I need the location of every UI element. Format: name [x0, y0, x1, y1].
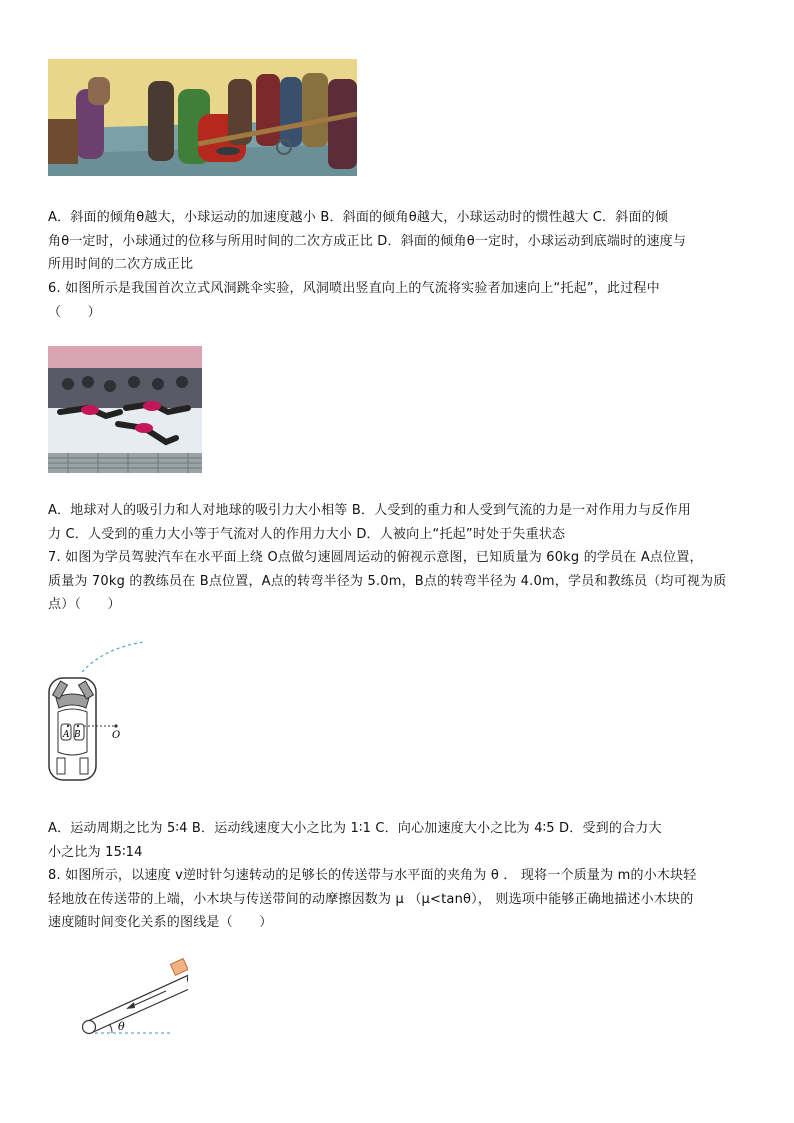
q7-option-line-2: 小之比为 15∶14: [48, 844, 143, 860]
painting-illustration: [48, 59, 357, 176]
center-point-o: [114, 724, 117, 727]
q7-options: [48, 817, 748, 864]
label-a: A: [63, 730, 70, 740]
q6-stem: [48, 277, 748, 324]
q5-option-line-3: 所用时间的二次方成正比: [48, 257, 194, 272]
q5-options: [48, 206, 748, 277]
q7-option-line-1: A．运动周期之比为 5∶4 B．运动线速度大小之比为 1∶1 C．向心加速度大小之比为 4∶5 D．受到的合力大: [48, 821, 662, 836]
conveyor-belt-diagram: [78, 955, 188, 1040]
q5-option-line-2: 角θ一定时，小球通过的位移与所用时间的二次方成正比 D．斜面的倾角θ一定时，小球运动到底端时的速度与: [48, 233, 687, 249]
q8-conveyor-figure: [78, 955, 188, 1040]
q8-stem-line-3: 速度随时间变化关系的图线是（ ）: [48, 915, 273, 930]
q7-stem-line-3: 点）（ ）: [48, 597, 121, 612]
q6-option-line-1: A．地球对人的吸引力和人对地球的吸引力大小相等 B．人受到的重力和人受到气流的力是一对作用力与反作用: [48, 503, 691, 518]
q8-stem-line-1: 8. 如图所示，以速度 v逆时针匀速转动的足够长的传送带与水平面的夹角为 θ ． 现将一个质量为 m的小木块轻: [48, 868, 697, 883]
q6-option-line-2: 力 C．人受到的重力大小等于气流对人的作用力大小 D．人被向上“托起”时处于失重状态: [48, 526, 566, 542]
q7-stem-line-1: 7. 如图为学员驾驶汽车在水平面上绕 O点做匀速圆周运动的俯视示意图，已知质量为 60kg 的学员在 A点位置，: [48, 550, 703, 565]
q5-option-line-1: A．斜面的倾角θ越大，小球运动的加速度越小 B．斜面的倾角θ越大，小球运动时的惯性越大 C．斜面的倾: [48, 210, 669, 225]
q7-stem: [48, 546, 748, 617]
label-b: B: [74, 730, 81, 740]
angle-theta-label: θ: [118, 1020, 125, 1033]
label-o: O: [112, 730, 121, 741]
bottom-pulley: [83, 1021, 96, 1034]
q6-stem-line-1: 6. 如图所示是我国首次立式风洞跳伞实验，风洞喷出竖直向上的气流将实验者加速向上“托起”，此过程中: [48, 281, 660, 296]
orbit-arc: [82, 642, 144, 672]
wood-block: [170, 959, 188, 976]
q6-wind-tunnel-figure: [48, 346, 202, 473]
q7-stem-line-2: 质量为 70kg 的教练员在 B点位置，A点的转弯半径为 5.0m，B点的转弯半径为 4.0m，学员和教练员（均可视为质: [48, 573, 727, 589]
q8-stem: [48, 864, 748, 935]
q8-stem-line-2: 轻地放在传送带的上端，小木块与传送带间的动摩擦因数为 μ （μ<tanθ）， 则选项中能够正确地描述小木块的: [48, 891, 694, 907]
wind-tunnel-photo: [48, 346, 202, 473]
car-top-view-diagram: [44, 640, 164, 790]
q6-stem-line-2: （ ）: [48, 304, 101, 320]
q6-options: [48, 499, 748, 546]
q7-car-figure: [44, 640, 164, 790]
top-pulley: [188, 973, 189, 986]
q5-painting-figure: [48, 59, 357, 176]
